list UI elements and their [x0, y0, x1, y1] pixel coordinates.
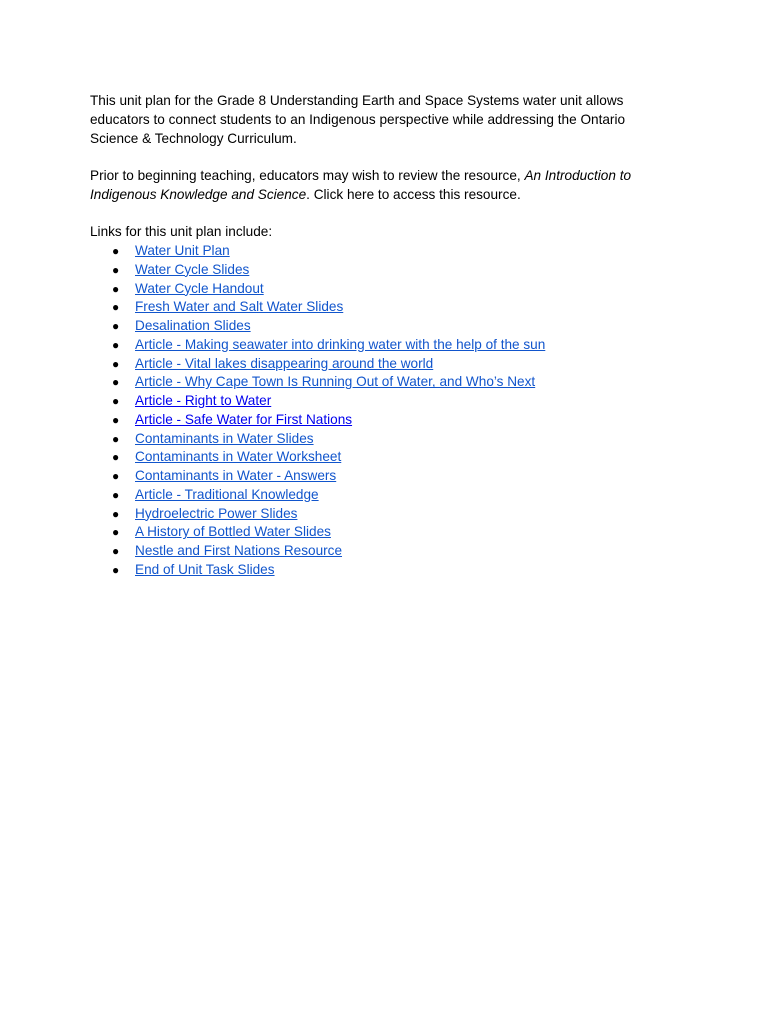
link-water-unit-plan[interactable]: Water Unit Plan	[135, 243, 230, 258]
bullet-icon: ●	[112, 450, 120, 465]
link-contaminants-worksheet[interactable]: Contaminants in Water Worksheet	[135, 449, 342, 465]
link-contaminants-answers[interactable]: Contaminants in Water - Answers	[135, 468, 337, 483]
list-item	[90, 280, 660, 299]
link-article-cape-town[interactable]: Article - Why Cape Town Is Running Out of Water, and Who’s Next	[135, 374, 536, 390]
bullet-icon: ●	[112, 412, 120, 427]
link-article-safe-water[interactable]: Article - Safe Water for First Nations	[135, 411, 353, 427]
bullet-icon: ●	[112, 262, 120, 277]
list-item	[90, 317, 660, 336]
list-item	[90, 486, 660, 505]
bullet-icon: ●	[112, 394, 120, 408]
list-item	[90, 411, 660, 430]
link-contaminants-slides[interactable]: Contaminants in Water Slides	[135, 430, 314, 446]
bullet-icon: ●	[112, 375, 120, 390]
link-article-seawater[interactable]: Article - Making seawater into drinking water with the help of the sun	[135, 336, 546, 352]
link-nestle-resource[interactable]: Nestle and First Nations Resource	[135, 543, 343, 558]
link-desalination-slides[interactable]: Desalination Slides	[135, 318, 251, 333]
link-article-right-to-water[interactable]: Article - Right to Water	[135, 393, 272, 408]
bullet-icon: ●	[112, 300, 120, 315]
links-list	[90, 242, 660, 580]
link-end-of-unit-task-slides[interactable]: End of Unit Task Slides	[135, 561, 275, 577]
bullet-icon: ●	[112, 281, 120, 296]
bullet-icon: ●	[112, 562, 120, 577]
link-article-traditional-knowledge[interactable]: Article - Traditional Knowledge	[135, 486, 319, 502]
intro-paragraph: This unit plan for the Grade 8 Understanding Earth and Space Systems water unit allows educators to connect students to an Indigenous perspective while addressing the Ontario Science & Technology Curriculum.	[90, 93, 626, 146]
link-fresh-salt-water-slides[interactable]: Fresh Water and Salt Water Slides	[135, 299, 344, 315]
link-hydroelectric-slides[interactable]: Hydroelectric Power Slides	[135, 505, 298, 521]
bullet-icon: ●	[112, 506, 120, 521]
list-item	[90, 430, 660, 449]
list-item	[90, 467, 660, 486]
bullet-icon: ●	[112, 431, 120, 446]
list-item	[90, 261, 660, 280]
resource-title: An Introduction to Indigenous Knowledge and Science	[90, 168, 632, 202]
list-item	[90, 373, 660, 392]
list-item	[90, 298, 660, 317]
bullet-icon: ●	[112, 544, 120, 558]
list-item	[90, 392, 660, 411]
list-item	[90, 505, 660, 524]
link-water-cycle-slides[interactable]: Water Cycle Slides	[135, 261, 250, 277]
link-bottled-water-slides[interactable]: A History of Bottled Water Slides	[135, 524, 331, 540]
bullet-icon: ●	[112, 356, 120, 371]
list-item	[90, 523, 660, 542]
link-water-cycle-handout[interactable]: Water Cycle Handout	[135, 280, 264, 296]
bullet-icon: ●	[112, 525, 120, 540]
bullet-icon: ●	[112, 487, 120, 502]
prior-text-prefix: Prior to beginning teaching, educators may wish to review the resource,	[90, 168, 525, 183]
list-item	[90, 448, 660, 467]
bullet-icon: ●	[112, 337, 120, 352]
list-item	[90, 561, 660, 580]
list-item	[90, 542, 660, 561]
list-item	[90, 355, 660, 374]
links-heading: Links for this unit plan include:	[90, 224, 273, 240]
list-item	[90, 336, 660, 355]
bullet-icon: ●	[112, 319, 120, 333]
document-body	[90, 92, 660, 580]
list-item	[90, 242, 660, 261]
prior-paragraph	[90, 167, 660, 205]
prior-text-suffix: . Click here to access this resource.	[306, 186, 521, 202]
link-article-vital-lakes[interactable]: Article - Vital lakes disappearing around the world	[135, 355, 434, 371]
bullet-icon: ●	[112, 244, 120, 258]
bullet-icon: ●	[112, 469, 120, 483]
